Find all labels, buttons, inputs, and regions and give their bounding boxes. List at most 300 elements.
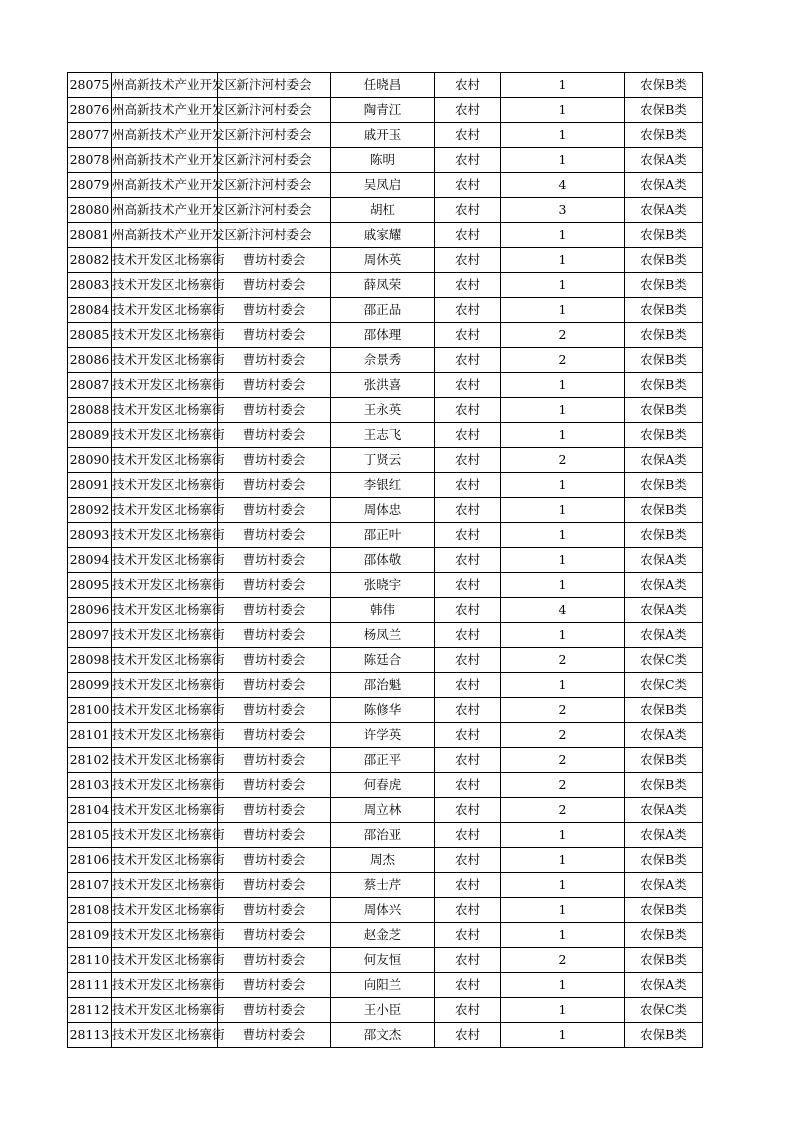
person-name-cell: 邵正品	[331, 298, 435, 323]
table-row	[68, 598, 703, 623]
village-cell: 曹坊村委会	[218, 598, 331, 623]
household-size-cell: 3	[501, 198, 625, 223]
district-cell	[112, 623, 225, 648]
household-size-cell: 2	[501, 348, 625, 373]
district-text: 技术开发区北杨寨街	[112, 502, 225, 517]
area-type-cell: 农村	[435, 723, 501, 748]
area-type-cell: 农村	[435, 173, 501, 198]
village-cell: 新汴河村委会	[218, 123, 331, 148]
record-id-cell: 28093	[68, 523, 112, 548]
district-cell	[112, 523, 225, 548]
village-cell: 曹坊村委会	[218, 273, 331, 298]
village-cell: 曹坊村委会	[218, 473, 331, 498]
village-cell: 曹坊村委会	[218, 673, 331, 698]
record-id-cell: 28075	[68, 73, 112, 98]
area-type-cell: 农村	[435, 848, 501, 873]
district-text: 技术开发区北杨寨街	[112, 1027, 225, 1042]
district-text: 州高新技术产业开发区	[112, 202, 238, 217]
area-type-cell: 农村	[435, 448, 501, 473]
table-row	[68, 698, 703, 723]
area-type-cell: 农村	[435, 923, 501, 948]
insurance-type-cell: 农保B类	[625, 398, 703, 423]
table-row	[68, 673, 703, 698]
district-text: 技术开发区北杨寨街	[112, 927, 225, 942]
area-type-cell: 农村	[435, 873, 501, 898]
table-row	[68, 148, 703, 173]
district-cell	[112, 923, 225, 948]
table-row	[68, 1023, 703, 1048]
village-cell: 曹坊村委会	[218, 648, 331, 673]
person-name-cell: 吴凤启	[331, 173, 435, 198]
village-cell: 曹坊村委会	[218, 948, 331, 973]
table-row	[68, 948, 703, 973]
insurance-type-cell: 农保B类	[625, 323, 703, 348]
village-cell: 曹坊村委会	[218, 923, 331, 948]
record-id-cell: 28103	[68, 773, 112, 798]
household-size-cell: 1	[501, 623, 625, 648]
record-id-cell: 28104	[68, 798, 112, 823]
record-id-cell: 28087	[68, 373, 112, 398]
district-text: 技术开发区北杨寨街	[112, 1002, 225, 1017]
record-id-cell: 28079	[68, 173, 112, 198]
area-type-cell: 农村	[435, 98, 501, 123]
person-name-cell: 王永英	[331, 398, 435, 423]
insurance-type-cell: 农保A类	[625, 873, 703, 898]
district-text: 技术开发区北杨寨街	[112, 902, 225, 917]
record-id-cell: 28083	[68, 273, 112, 298]
table-row	[68, 623, 703, 648]
record-id-cell: 28094	[68, 548, 112, 573]
insurance-type-cell: 农保A类	[625, 798, 703, 823]
district-text: 技术开发区北杨寨街	[112, 877, 225, 892]
area-type-cell: 农村	[435, 898, 501, 923]
record-id-cell: 28102	[68, 748, 112, 773]
person-name-cell: 邵正平	[331, 748, 435, 773]
household-size-cell: 1	[501, 873, 625, 898]
insurance-type-cell: 农保B类	[625, 248, 703, 273]
household-size-cell: 1	[501, 473, 625, 498]
table-row	[68, 323, 703, 348]
insurance-type-cell: 农保A类	[625, 148, 703, 173]
person-name-cell: 许学英	[331, 723, 435, 748]
person-name-cell: 陈廷合	[331, 648, 435, 673]
district-cell	[112, 573, 225, 598]
district-text: 技术开发区北杨寨街	[112, 652, 225, 667]
table-row	[68, 548, 703, 573]
insurance-type-cell: 农保A类	[625, 823, 703, 848]
district-cell	[112, 398, 225, 423]
household-size-cell: 1	[501, 298, 625, 323]
person-name-cell: 何春虎	[331, 773, 435, 798]
district-text: 技术开发区北杨寨街	[112, 977, 225, 992]
insurance-type-cell: 农保B类	[625, 948, 703, 973]
district-text: 技术开发区北杨寨街	[112, 477, 225, 492]
person-name-cell: 邵体理	[331, 323, 435, 348]
household-size-cell: 1	[501, 73, 625, 98]
record-id-cell: 28092	[68, 498, 112, 523]
table-row	[68, 373, 703, 398]
area-type-cell: 农村	[435, 598, 501, 623]
district-cell	[112, 598, 225, 623]
table-row	[68, 173, 703, 198]
village-cell: 新汴河村委会	[218, 98, 331, 123]
village-cell: 曹坊村委会	[218, 348, 331, 373]
insurance-type-cell: 农保B类	[625, 698, 703, 723]
table-row	[68, 398, 703, 423]
district-cell	[112, 748, 225, 773]
person-name-cell: 薛凤荣	[331, 273, 435, 298]
area-type-cell: 农村	[435, 998, 501, 1023]
record-id-cell: 28082	[68, 248, 112, 273]
district-cell	[112, 448, 225, 473]
household-size-cell: 1	[501, 373, 625, 398]
person-name-cell: 蔡士芹	[331, 873, 435, 898]
village-cell: 曹坊村委会	[218, 373, 331, 398]
person-name-cell: 韩伟	[331, 598, 435, 623]
table-row	[68, 723, 703, 748]
district-text: 技术开发区北杨寨街	[112, 702, 225, 717]
village-cell: 曹坊村委会	[218, 298, 331, 323]
district-text: 州高新技术产业开发区	[112, 127, 238, 142]
household-size-cell: 1	[501, 898, 625, 923]
insurance-type-cell: 农保B类	[625, 98, 703, 123]
district-cell	[112, 198, 238, 223]
district-cell	[112, 98, 238, 123]
district-text: 技术开发区北杨寨街	[112, 277, 225, 292]
area-type-cell: 农村	[435, 123, 501, 148]
record-id-cell: 28078	[68, 148, 112, 173]
district-text: 技术开发区北杨寨街	[112, 677, 225, 692]
village-cell: 曹坊村委会	[218, 973, 331, 998]
person-name-cell: 王小臣	[331, 998, 435, 1023]
district-cell	[112, 773, 225, 798]
table-row	[68, 798, 703, 823]
district-cell	[112, 148, 238, 173]
table-row	[68, 773, 703, 798]
table-row	[68, 923, 703, 948]
area-type-cell: 农村	[435, 773, 501, 798]
district-text: 技术开发区北杨寨街	[112, 752, 225, 767]
district-cell	[112, 223, 238, 248]
district-text: 技术开发区北杨寨街	[112, 577, 225, 592]
district-text: 州高新技术产业开发区	[112, 152, 238, 167]
district-cell	[112, 898, 225, 923]
district-text: 州高新技术产业开发区	[112, 227, 238, 242]
village-cell: 曹坊村委会	[218, 998, 331, 1023]
village-cell: 曹坊村委会	[218, 398, 331, 423]
insurance-type-cell: 农保A类	[625, 723, 703, 748]
district-cell	[112, 498, 225, 523]
insurance-type-cell: 农保A类	[625, 598, 703, 623]
insurance-type-cell: 农保C类	[625, 648, 703, 673]
household-size-cell: 1	[501, 573, 625, 598]
household-size-cell: 1	[501, 248, 625, 273]
person-name-cell: 丁贤云	[331, 448, 435, 473]
record-id-cell: 28080	[68, 198, 112, 223]
table-row	[68, 73, 703, 98]
table-row	[68, 298, 703, 323]
village-cell: 曹坊村委会	[218, 423, 331, 448]
district-cell	[112, 723, 225, 748]
record-id-cell: 28107	[68, 873, 112, 898]
district-cell	[112, 423, 225, 448]
table-row	[68, 223, 703, 248]
record-id-cell: 28081	[68, 223, 112, 248]
insurance-type-cell: 农保C类	[625, 998, 703, 1023]
district-text: 技术开发区北杨寨街	[112, 327, 225, 342]
district-cell	[112, 698, 225, 723]
area-type-cell: 农村	[435, 273, 501, 298]
record-id-cell: 28106	[68, 848, 112, 873]
record-id-cell: 28084	[68, 298, 112, 323]
household-size-cell: 1	[501, 923, 625, 948]
area-type-cell: 农村	[435, 498, 501, 523]
person-name-cell: 邵治魁	[331, 673, 435, 698]
table-row	[68, 573, 703, 598]
person-name-cell: 向阳兰	[331, 973, 435, 998]
area-type-cell: 农村	[435, 748, 501, 773]
person-name-cell: 李银红	[331, 473, 435, 498]
insurance-type-cell: 农保B类	[625, 748, 703, 773]
insurance-type-cell: 农保A类	[625, 573, 703, 598]
household-size-cell: 1	[501, 98, 625, 123]
area-type-cell: 农村	[435, 623, 501, 648]
table-body	[68, 73, 703, 1048]
table-row	[68, 523, 703, 548]
district-text: 州高新技术产业开发区	[112, 77, 238, 92]
village-cell: 新汴河村委会	[218, 73, 331, 98]
village-cell: 新汴河村委会	[218, 223, 331, 248]
district-text: 技术开发区北杨寨街	[112, 302, 225, 317]
insurance-type-cell: 农保B类	[625, 473, 703, 498]
household-size-cell: 1	[501, 848, 625, 873]
table-row	[68, 498, 703, 523]
person-name-cell: 周体忠	[331, 498, 435, 523]
record-id-cell: 28112	[68, 998, 112, 1023]
table-row	[68, 198, 703, 223]
insurance-type-cell: 农保B类	[625, 373, 703, 398]
district-cell	[112, 848, 225, 873]
person-name-cell: 王志飞	[331, 423, 435, 448]
person-name-cell: 周杰	[331, 848, 435, 873]
insurance-type-cell: 农保A类	[625, 198, 703, 223]
table-row	[68, 898, 703, 923]
record-id-cell: 28108	[68, 898, 112, 923]
table-row	[68, 423, 703, 448]
village-cell: 曹坊村委会	[218, 723, 331, 748]
district-cell	[112, 823, 225, 848]
village-cell: 曹坊村委会	[218, 323, 331, 348]
village-cell: 曹坊村委会	[218, 748, 331, 773]
district-cell	[112, 673, 225, 698]
insurance-type-cell: 农保B类	[625, 523, 703, 548]
person-name-cell: 张洪喜	[331, 373, 435, 398]
district-text: 技术开发区北杨寨街	[112, 252, 225, 267]
table-row	[68, 648, 703, 673]
district-cell	[112, 123, 238, 148]
area-type-cell: 农村	[435, 1023, 501, 1048]
area-type-cell: 农村	[435, 823, 501, 848]
insurance-type-cell: 农保B类	[625, 773, 703, 798]
table-row	[68, 448, 703, 473]
village-cell: 曹坊村委会	[218, 848, 331, 873]
record-id-cell: 28096	[68, 598, 112, 623]
district-text: 技术开发区北杨寨街	[112, 402, 225, 417]
district-cell	[112, 298, 225, 323]
district-cell	[112, 948, 225, 973]
person-name-cell: 杨凤兰	[331, 623, 435, 648]
district-text: 技术开发区北杨寨街	[112, 852, 225, 867]
village-cell: 曹坊村委会	[218, 523, 331, 548]
village-cell: 曹坊村委会	[218, 1023, 331, 1048]
record-id-cell: 28113	[68, 1023, 112, 1048]
person-name-cell: 陈明	[331, 148, 435, 173]
insurance-type-cell: 农保B类	[625, 273, 703, 298]
village-cell: 曹坊村委会	[218, 798, 331, 823]
insurance-type-cell: 农保B类	[625, 298, 703, 323]
person-name-cell: 任晓昌	[331, 73, 435, 98]
insurance-type-cell: 农保B类	[625, 898, 703, 923]
table-row	[68, 98, 703, 123]
table-row	[68, 348, 703, 373]
area-type-cell: 农村	[435, 248, 501, 273]
household-size-cell: 2	[501, 448, 625, 473]
person-name-cell: 陈修华	[331, 698, 435, 723]
area-type-cell: 农村	[435, 473, 501, 498]
area-type-cell: 农村	[435, 323, 501, 348]
record-id-cell: 28088	[68, 398, 112, 423]
district-text: 技术开发区北杨寨街	[112, 427, 225, 442]
area-type-cell: 农村	[435, 298, 501, 323]
area-type-cell: 农村	[435, 73, 501, 98]
area-type-cell: 农村	[435, 373, 501, 398]
village-cell: 曹坊村委会	[218, 898, 331, 923]
person-name-cell: 邵体敬	[331, 548, 435, 573]
village-cell: 曹坊村委会	[218, 498, 331, 523]
household-size-cell: 1	[501, 548, 625, 573]
household-size-cell: 1	[501, 998, 625, 1023]
village-cell: 曹坊村委会	[218, 623, 331, 648]
person-name-cell: 邵正叶	[331, 523, 435, 548]
household-size-cell: 1	[501, 223, 625, 248]
village-cell: 新汴河村委会	[218, 198, 331, 223]
district-text: 州高新技术产业开发区	[112, 102, 238, 117]
insurance-type-cell: 农保B类	[625, 848, 703, 873]
record-id-cell: 28105	[68, 823, 112, 848]
record-id-cell: 28110	[68, 948, 112, 973]
district-text: 州高新技术产业开发区	[112, 177, 238, 192]
household-size-cell: 2	[501, 748, 625, 773]
record-id-cell: 28085	[68, 323, 112, 348]
table-row	[68, 998, 703, 1023]
household-size-cell: 2	[501, 323, 625, 348]
household-size-cell: 1	[501, 1023, 625, 1048]
person-name-cell: 周体兴	[331, 898, 435, 923]
district-cell	[112, 348, 225, 373]
district-cell	[112, 648, 225, 673]
insurance-type-cell: 农保A类	[625, 448, 703, 473]
district-cell	[112, 323, 225, 348]
district-text: 技术开发区北杨寨街	[112, 802, 225, 817]
insurance-type-cell: 农保B类	[625, 498, 703, 523]
district-cell	[112, 998, 225, 1023]
person-name-cell: 周立林	[331, 798, 435, 823]
district-text: 技术开发区北杨寨街	[112, 627, 225, 642]
village-cell: 新汴河村委会	[218, 148, 331, 173]
household-size-cell: 4	[501, 598, 625, 623]
area-type-cell: 农村	[435, 148, 501, 173]
district-text: 技术开发区北杨寨街	[112, 452, 225, 467]
household-size-cell: 1	[501, 973, 625, 998]
household-size-cell: 2	[501, 698, 625, 723]
village-cell: 曹坊村委会	[218, 573, 331, 598]
record-id-cell: 28076	[68, 98, 112, 123]
insurance-type-cell: 农保A类	[625, 173, 703, 198]
record-id-cell: 28086	[68, 348, 112, 373]
insurance-type-cell: 农保B类	[625, 423, 703, 448]
table-row	[68, 473, 703, 498]
record-id-cell: 28077	[68, 123, 112, 148]
district-text: 技术开发区北杨寨街	[112, 352, 225, 367]
area-type-cell: 农村	[435, 698, 501, 723]
table-row	[68, 273, 703, 298]
person-name-cell: 戚家耀	[331, 223, 435, 248]
person-name-cell: 佘景秀	[331, 348, 435, 373]
insurance-type-cell: 农保B类	[625, 1023, 703, 1048]
record-id-cell: 28097	[68, 623, 112, 648]
area-type-cell: 农村	[435, 348, 501, 373]
household-size-cell: 1	[501, 823, 625, 848]
person-name-cell: 邵治亚	[331, 823, 435, 848]
table-row	[68, 848, 703, 873]
household-size-cell: 1	[501, 398, 625, 423]
household-size-cell: 2	[501, 648, 625, 673]
table-row	[68, 123, 703, 148]
district-cell	[112, 173, 238, 198]
household-size-cell: 1	[501, 423, 625, 448]
insurance-type-cell: 农保A类	[625, 973, 703, 998]
insurance-type-cell: 农保A类	[625, 548, 703, 573]
record-id-cell: 28091	[68, 473, 112, 498]
household-size-cell: 2	[501, 948, 625, 973]
household-size-cell: 1	[501, 123, 625, 148]
insurance-type-cell: 农保C类	[625, 673, 703, 698]
insurance-type-cell: 农保B类	[625, 73, 703, 98]
table-row	[68, 873, 703, 898]
district-text: 技术开发区北杨寨街	[112, 777, 225, 792]
insurance-type-cell: 农保B类	[625, 923, 703, 948]
household-size-cell: 2	[501, 723, 625, 748]
household-size-cell: 1	[501, 498, 625, 523]
district-text: 技术开发区北杨寨街	[112, 727, 225, 742]
person-name-cell: 陶青江	[331, 98, 435, 123]
district-cell	[112, 1023, 225, 1048]
household-size-cell: 2	[501, 798, 625, 823]
insurance-type-cell: 农保B类	[625, 123, 703, 148]
village-cell: 曹坊村委会	[218, 248, 331, 273]
village-cell: 曹坊村委会	[218, 773, 331, 798]
district-cell	[112, 273, 225, 298]
table-row	[68, 973, 703, 998]
district-cell	[112, 548, 225, 573]
record-id-cell: 28101	[68, 723, 112, 748]
district-cell	[112, 73, 238, 98]
district-text: 技术开发区北杨寨街	[112, 827, 225, 842]
household-size-cell: 1	[501, 148, 625, 173]
person-name-cell: 赵金芝	[331, 923, 435, 948]
village-cell: 曹坊村委会	[218, 548, 331, 573]
area-type-cell: 农村	[435, 223, 501, 248]
